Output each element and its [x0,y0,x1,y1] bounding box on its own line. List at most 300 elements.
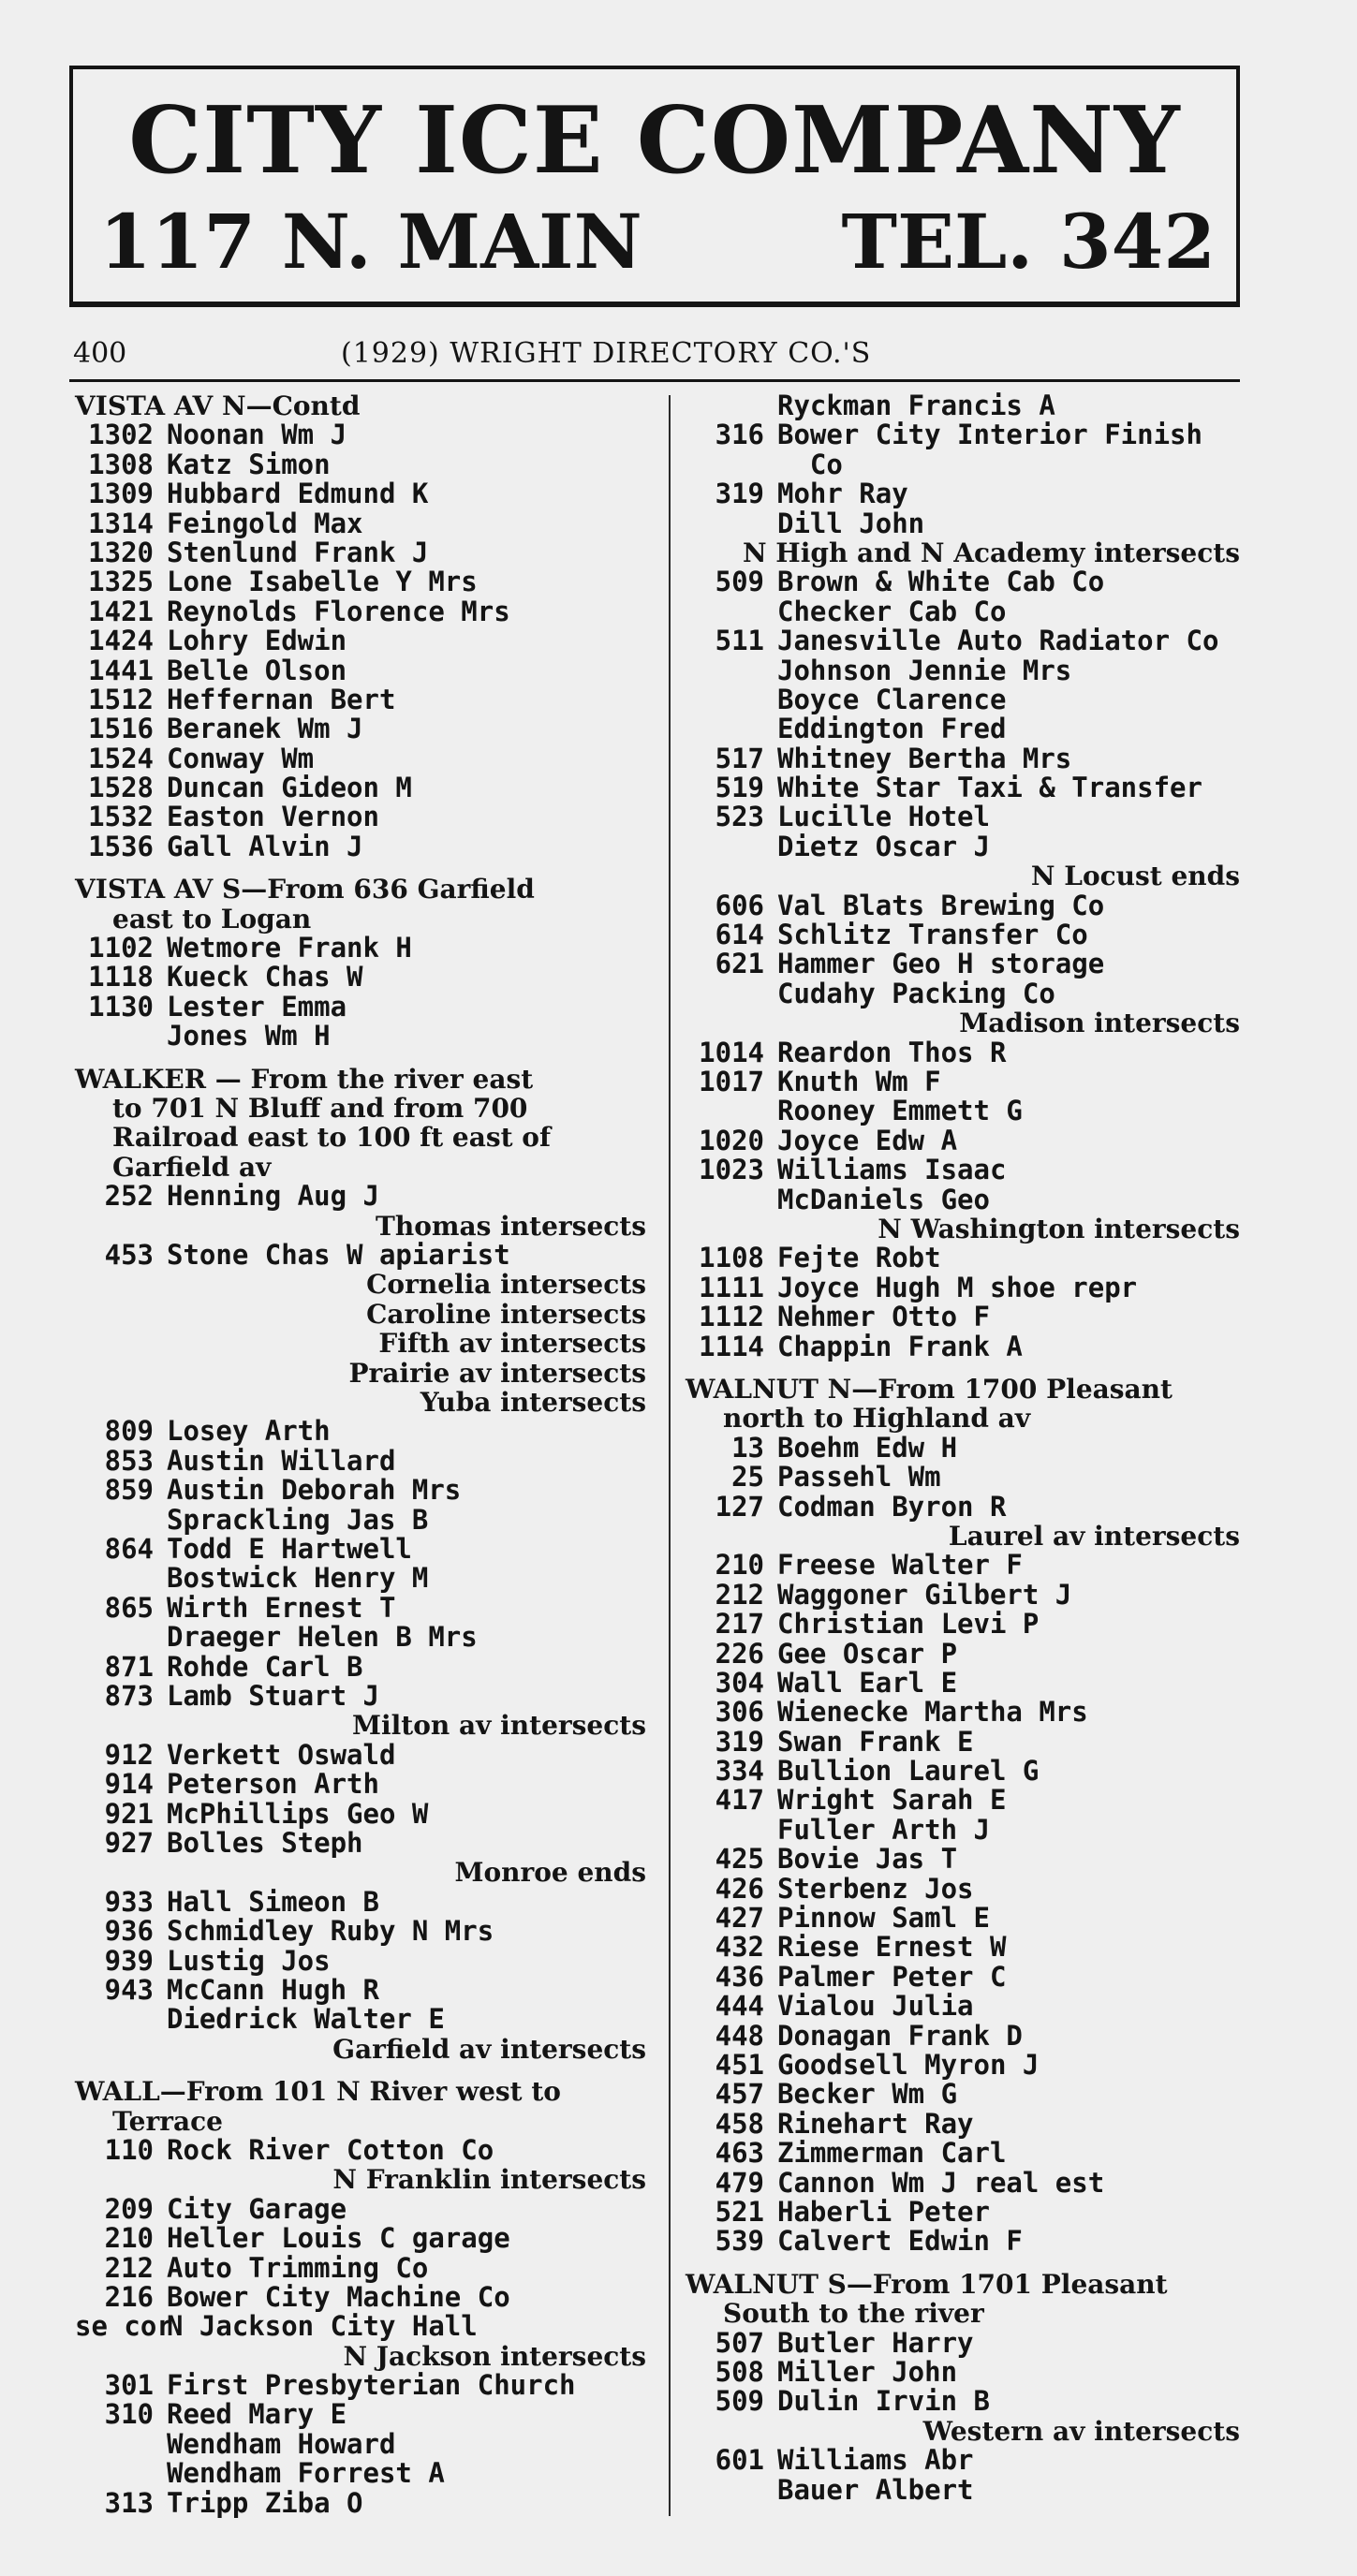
directory-entry [686,2048,1247,2081]
resident-name: Easton Vernon [167,801,379,833]
house-number: 127 [715,1490,764,1523]
resident-name: Bolles Steph [167,1826,363,1859]
house-number: 1424 [88,625,154,657]
directory-entry [686,949,1247,979]
directory-entry [75,1826,646,1859]
resident-name: Codman Byron R [777,1490,1007,1523]
directory-entry [75,1738,646,1771]
resident-name: Eddington Fred [777,713,1007,745]
directory-entry [686,1933,1247,1962]
directory-entry [75,1241,646,1270]
directory-entry [686,2473,1247,2506]
house-number: 1421 [88,595,154,627]
resident-name: Cannon Wm J real est [777,2166,1105,2199]
street-heading-continued: Garfield av [112,1151,272,1183]
house-number: 209 [104,2192,154,2225]
house-number: 457 [715,2078,764,2111]
resident-name: Katz Simon [167,448,331,480]
directory-entry [686,450,1247,479]
resident-name: Duncan Gideon M [167,772,412,804]
directory-entry [75,2486,646,2519]
house-number: 448 [715,2019,764,2052]
resident-name: Lamb Stuart J [167,1680,379,1712]
house-number: 1111 [699,1271,764,1303]
ad-phone: TEL. 342 [841,198,1216,286]
resident-name: Boyce Clarence [777,683,1007,715]
left-column [75,391,646,2518]
directory-entry [686,479,1247,508]
cross-street-note: Madison intersects [959,1008,1240,1039]
house-number: 1512 [88,683,154,715]
house-number: 1320 [88,536,154,568]
house-number: 511 [715,625,764,657]
house-number: 216 [104,2280,154,2313]
directory-entry [686,1067,1247,1097]
directory-entry [686,2166,1247,2199]
house-number: 1528 [88,772,154,804]
directory-entry [75,2133,646,2166]
resident-name: White Star Taxi & Transfer [777,772,1202,804]
house-number: 539 [715,2225,764,2258]
directory-entry [75,2312,646,2341]
house-number: 1441 [88,654,154,686]
directory-entry [686,509,1247,538]
directory-entry [686,1303,1247,1332]
resident-name: Wall Earl E [777,1666,958,1699]
resident-name: Lester Emma [167,990,347,1023]
house-number: 479 [715,2166,764,2199]
directory-entry [686,391,1247,420]
resident-name: Waggoner Gilbert J [777,1578,1072,1611]
directory-entry [686,656,1247,685]
house-number: 933 [104,1885,154,1918]
cross-street-note: Monroe ends [454,1857,646,1889]
house-number: 873 [104,1680,154,1712]
resident-name: Reed Mary E [167,2398,347,2431]
directory-entry [686,1490,1247,1523]
resident-name: Butler Harry [777,2326,974,2359]
directory-entry [686,1610,1247,1639]
cross-street-note: N Franklin intersects [332,2164,646,2196]
directory-entry [686,920,1247,949]
house-number: 914 [104,1768,154,1801]
resident-name: Johnson Jennie Mrs [777,654,1072,686]
house-number: 859 [104,1474,154,1507]
house-number: 1302 [88,419,154,451]
house-number: 306 [715,1696,764,1729]
resident-name: Bovie Jas T [777,1843,958,1876]
house-number: 301 [104,2369,154,2402]
house-number: 1516 [88,713,154,745]
directory-entry [75,1917,646,1946]
resident-name: Donagan Frank D [777,2019,1023,2052]
resident-name: Knuth Wm F [777,1066,941,1098]
house-number: 936 [104,1915,154,1948]
resident-name: Joyce Hugh M shoe repr [777,1271,1138,1303]
house-number: 417 [715,1784,764,1817]
directory-entry [686,2387,1247,2416]
house-number: 1112 [699,1301,764,1333]
resident-name: Boehm Edw H [777,1431,958,1464]
resident-name: Diedrick Walter E [167,2003,445,2036]
directory-entry [75,1564,646,1593]
house-number: 1023 [699,1154,764,1186]
directory-entry [75,744,646,773]
directory-entry [686,1904,1247,1933]
house-number: 1308 [88,448,154,480]
directory-entry [75,1944,646,1977]
street-heading-continued: Terrace [112,2105,223,2137]
resident-name: McDaniels Geo [777,1183,990,1215]
directory-entry [686,1786,1247,1815]
right-column [686,391,1247,2505]
resident-name: Nehmer Otto F [777,1301,990,1333]
resident-name: Stenlund Frank J [167,536,429,568]
cross-street-note: Laurel av intersects [948,1520,1240,1552]
resident-name: Janesville Auto Radiator Co [777,625,1219,657]
directory-entry [686,1698,1247,1727]
resident-name: Wright Sarah E [777,1784,1007,1817]
house-number: 313 [104,2486,154,2519]
resident-name: Lustig Jos [167,1944,331,1977]
house-number: 1309 [88,478,154,510]
directory-entry [75,2280,646,2313]
directory-entry [686,1244,1247,1273]
cross-street-note: N Jackson intersects [343,2340,646,2372]
resident-name: Hall Simeon B [167,1885,379,1918]
house-number: 509 [715,566,764,598]
resident-name: Wirth Ernest T [167,1591,396,1624]
house-number: 853 [104,1444,154,1477]
directory-entry [75,1417,646,1446]
street-heading-continued: South to the river [723,2298,984,2330]
resident-name: Dulin Irvin B [777,2385,990,2418]
resident-name: Lohry Edwin [167,625,347,657]
directory-entry [686,567,1247,596]
directory-entry [75,2192,646,2225]
resident-name: Chappin Frank A [777,1330,1023,1362]
house-number: 1020 [699,1124,764,1156]
resident-name: Brown & White Cab Co [777,566,1105,598]
directory-entry [686,2446,1247,2475]
directory-entry [75,1973,646,2006]
section-gap [75,1052,646,1065]
directory-entry [75,1503,646,1536]
directory-entry [686,1156,1247,1185]
house-number: 319 [715,1725,764,1758]
directory-entry [75,2224,646,2253]
street-heading: VISTA AV N—Contd [75,390,361,421]
resident-name: Dietz Oscar J [777,830,990,862]
resident-name: Val Blats Brewing Co [777,889,1105,921]
resident-name: Lone Isabelle Y Mrs [167,566,478,598]
directory-entry [686,1185,1247,1214]
resident-name: Stone Chas W apiarist [167,1239,510,1272]
cross-street-note: Garfield av intersects [332,2033,646,2065]
resident-name: McCann Hugh R [167,1973,379,2006]
directory-entry [686,1637,1247,1670]
resident-name: Todd E Hartwell [167,1533,412,1566]
house-number: 451 [715,2048,764,2081]
resident-name: Rock River Cotton Co [167,2133,494,2166]
resident-name: Haberli Peter [777,2195,990,2228]
running-title: (1929) WRIGHT DIRECTORY CO.'S [341,337,872,370]
directory-entry [686,2227,1247,2256]
directory-entry [75,1476,646,1505]
ad-bottom-rule [69,303,1240,307]
directory-entry [686,2326,1247,2359]
resident-name: Zimmerman Carl [777,2137,1007,2170]
directory-entry [686,1578,1247,1611]
directory-entry [686,891,1247,920]
advertisement-box [69,66,1240,305]
house-number: 606 [715,889,764,921]
house-number: 436 [715,1960,764,1993]
house-number: 943 [104,1973,154,2006]
resident-name: Kueck Chas W [167,961,363,994]
house-number: 601 [715,2444,764,2477]
directory-entry [75,2427,646,2460]
resident-name: Schlitz Transfer Co [777,919,1088,951]
directory-entry [686,1332,1247,1362]
resident-name: Joyce Edw A [777,1124,958,1156]
directory-entry [686,1872,1247,1905]
directory-entry [686,1845,1247,1874]
house-number: 864 [104,1533,154,1566]
resident-name: Hammer Geo H storage [777,948,1105,980]
house-number: 1524 [88,742,154,774]
directory-entry [686,832,1247,861]
resident-name: Wendham Forrest A [167,2457,445,2490]
house-number: 1130 [88,990,154,1023]
resident-name: Henning Aug J [167,1180,379,1213]
house-number: 519 [715,772,764,804]
directory-entry [686,1038,1247,1067]
directory-entry [75,1591,646,1624]
resident-name: Wendham Howard [167,2427,396,2460]
house-number: 25 [731,1461,764,1494]
resident-name: Bower City Interior Finish [777,419,1202,451]
resident-name: Peterson Arth [167,1768,379,1801]
resident-name: Mohr Ray [777,478,908,510]
house-number: 614 [715,919,764,951]
cross-street-note: Yuba intersects [420,1387,646,1419]
resident-name: Sterbenz Jos [777,1872,974,1905]
directory-entry [75,656,646,685]
street-heading-continued: north to Highland av [723,1403,1031,1435]
resident-name: Bullion Laurel G [777,1755,1040,1788]
resident-name: Gee Oscar P [777,1637,958,1670]
directory-entry [75,1022,646,1051]
resident-name: City Garage [167,2192,347,2225]
house-number: 509 [715,2385,764,2418]
house-number: 927 [104,1826,154,1859]
section-gap [686,1362,1247,1375]
resident-name: Beranek Wm J [167,713,363,745]
resident-name: Passehl Wm [777,1461,941,1494]
resident-name: N Jackson City Hall [167,2310,478,2343]
directory-entry [75,1770,646,1799]
directory-entry [75,2371,646,2400]
resident-name: Freese Walter F [777,1549,1023,1582]
house-number: 458 [715,2107,764,2140]
house-number: se cor [75,2310,173,2343]
resident-name: Austin Deborah Mrs [167,1474,462,1507]
directory-entry [686,802,1247,832]
resident-name: Bauer Albert [777,2473,974,2506]
directory-entry [75,1885,646,1918]
directory-entry [686,1666,1247,1699]
directory-entry [686,2139,1247,2168]
directory-entry [686,2080,1247,2109]
directory-entry [75,2459,646,2488]
directory-entry [75,1650,646,1683]
resident-name: Wienecke Martha Mrs [777,1696,1088,1729]
house-number: 517 [715,742,764,774]
directory-entry [686,685,1247,714]
resident-name: Losey Arth [167,1415,331,1448]
resident-name: Pinnow Saml E [777,1902,990,1935]
resident-name: Checker Cab Co [777,595,1007,627]
directory-entry [75,1444,646,1477]
house-number: 1014 [699,1036,764,1068]
directory-entry [75,538,646,567]
resident-name: Williams Abr [777,2444,974,2477]
resident-name: Gall Alvin J [167,830,363,862]
house-number: 621 [715,948,764,980]
page-header [69,335,1240,373]
resident-name: Auto Trimming Co [167,2251,429,2284]
resident-name: McPhillips Geo W [167,1797,429,1830]
house-number: 521 [715,2195,764,2228]
street-heading: WALKER — From the river east [75,1063,534,1095]
house-number: 463 [715,2137,764,2170]
resident-name: Draeger Helen B Mrs [167,1621,478,1654]
house-number: 1102 [88,932,154,964]
column-divider [669,395,671,2516]
directory-entry [686,744,1247,773]
directory-entry [75,567,646,596]
directory-entry [686,1960,1247,1993]
ad-address: 117 N. MAIN [99,198,642,286]
resident-name: Co [777,448,843,480]
resident-name: Becker Wm G [777,2078,958,2111]
house-number: 865 [104,1591,154,1624]
directory-entry [75,1623,646,1652]
street-heading: VISTA AV S—From 636 Garfield [75,874,535,905]
directory-entry [686,2107,1247,2140]
resident-name: Schmidley Ruby N Mrs [167,1915,494,1948]
house-number: 1108 [699,1242,764,1274]
street-heading: WALL—From 101 N River west to [75,2076,561,2108]
resident-name: Rooney Emmett G [777,1095,1023,1127]
resident-name: Palmer Peter C [777,1960,1007,1993]
resident-name: Rohde Carl B [167,1650,363,1683]
house-number: 310 [104,2398,154,2431]
directory-entry [75,2400,646,2429]
directory-entry [75,509,646,538]
directory-entry [686,626,1247,655]
cross-street-note: N High and N Academy intersects [742,537,1240,568]
directory-entry [75,685,646,714]
directory-entry [75,832,646,861]
street-heading-continued: east to Logan [112,903,312,935]
house-number: 425 [715,1843,764,1876]
house-number: 319 [715,478,764,510]
directory-entry [75,626,646,655]
resident-name: Austin Willard [167,1444,396,1477]
section-gap [75,2064,646,2077]
house-number: 453 [104,1239,154,1272]
resident-name: Lucille Hotel [777,801,990,833]
resident-name: Belle Olson [167,654,347,686]
directory-entry [686,773,1247,802]
house-number: 210 [715,1549,764,1582]
resident-name: Jones Wm H [167,1020,331,1052]
ad-title: CITY ICE COMPANY [128,87,1181,195]
directory-entry [75,479,646,508]
resident-name: Tripp Ziba O [167,2486,363,2519]
directory-entry [686,1551,1247,1580]
house-number: 809 [104,1415,154,1448]
house-number: 921 [104,1797,154,1830]
resident-name: Conway Wm [167,742,315,774]
page-number: 400 [73,337,127,370]
directory-entry [686,1273,1247,1303]
header-rule [69,379,1240,382]
house-number: 426 [715,1872,764,1905]
cross-street-note: Prairie av intersects [348,1357,646,1389]
house-number: 912 [104,1738,154,1771]
resident-name: Cudahy Packing Co [777,977,1055,1009]
directory-entry [75,2251,646,2284]
resident-name: Fuller Arth J [777,1813,990,1846]
resident-name: Verkett Oswald [167,1738,396,1771]
house-number: 304 [715,1666,764,1699]
house-number: 1536 [88,830,154,862]
directory-entry [75,714,646,743]
directory-entry [75,802,646,832]
resident-name: Hubbard Edmund K [167,478,429,510]
directory-entry [686,714,1247,743]
resident-name: Bostwick Henry M [167,1562,429,1595]
directory-entry [75,990,646,1023]
house-number: 523 [715,801,764,833]
street-heading-continued: Railroad east to 100 ft east of [112,1122,552,1154]
house-number: 13 [731,1431,764,1464]
house-number: 210 [104,2222,154,2255]
resident-name: Fejte Robt [777,1242,941,1274]
directory-entry [75,1535,646,1564]
cross-street-note: Western av intersects [922,2415,1240,2447]
house-number: 316 [715,419,764,451]
resident-name: Heller Louis C garage [167,2222,510,2255]
street-heading: WALNUT S—From 1701 Pleasant [686,2268,1168,2300]
directory-entry [686,1813,1247,1846]
resident-name: Riese Ernest W [777,1931,1007,1964]
house-number: 871 [104,1650,154,1683]
cross-street-note: Caroline intersects [366,1298,646,1330]
house-number: 217 [715,1608,764,1641]
directory-entry [75,963,646,992]
directory-entry [686,597,1247,626]
directory-entry [686,1097,1247,1126]
directory-entry [75,1182,646,1211]
directory-entry [686,2355,1247,2388]
resident-name: Vialou Julia [777,1990,974,2023]
cross-street-note: Cornelia intersects [366,1269,646,1301]
cross-street-note: N Locust ends [1030,861,1240,892]
